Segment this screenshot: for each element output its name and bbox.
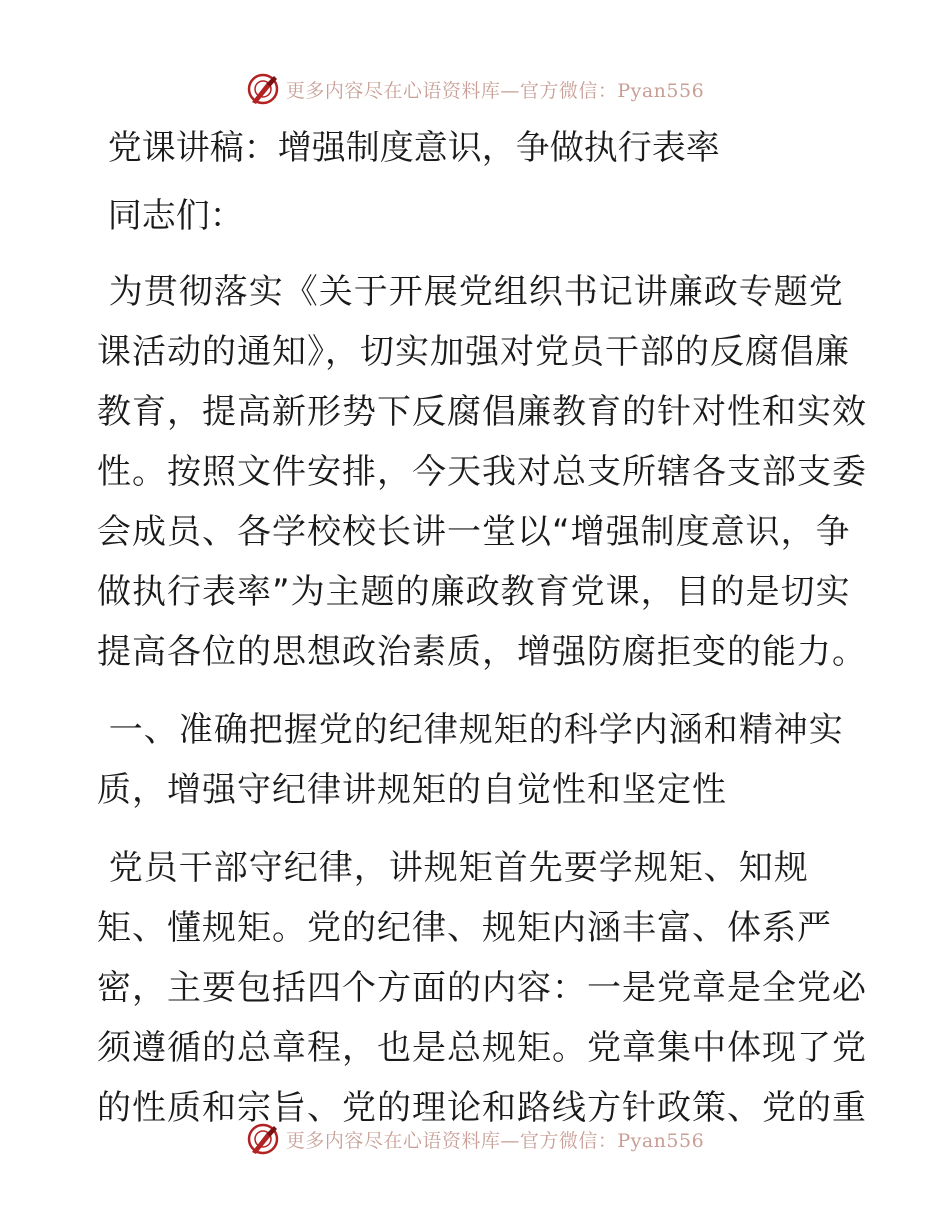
pen-logo-icon (246, 1122, 280, 1156)
document-title: 党课讲稿：增强制度意识，争做执行表率 (97, 128, 720, 168)
watermark-footer (0, 1122, 950, 1156)
greeting: 同志们： (97, 196, 244, 236)
heading-line: 质，增强守纪律讲规矩的自觉性和坚定性 (97, 770, 727, 810)
paragraph-line: 会成员、各学校校长讲一堂以“增强制度意识，争 (97, 512, 851, 552)
paragraph-line: 做执行表率”为主题的廉政教育党课，目的是切实 (97, 572, 851, 612)
paragraph-line: 性。按照文件安排，今天我对总支所辖各支部支委 (97, 452, 867, 492)
pen-logo-icon (246, 72, 280, 106)
document-body (97, 120, 867, 1138)
paragraph-line: 的性质和宗旨、党的理论和路线方针政策、党的重 (97, 1088, 867, 1128)
paragraph-line: 须遵循的总章程，也是总规矩。党章集中体现了党 (97, 1028, 867, 1068)
paragraph (97, 838, 867, 1138)
paragraph-line: 教育，提高新形势下反腐倡廉教育的针对性和实效 (97, 392, 867, 432)
paragraph-line: 密，主要包括四个方面的内容：一是党章是全党必 (97, 968, 867, 1008)
paragraph (97, 262, 867, 682)
watermark-header (0, 72, 950, 106)
paragraph-line: 党员干部守纪律，讲规矩首先要学规矩、知规 (97, 848, 809, 888)
section-heading (97, 700, 857, 820)
paragraph-line: 课活动的通知》，切实加强对党员干部的反腐倡廉 (97, 332, 850, 372)
paragraph-line: 矩、懂规矩。党的纪律、规矩内涵丰富、体系严 (97, 908, 832, 948)
paragraph-line: 为贯彻落实《关于开展党组织书记讲廉政专题党 (97, 272, 844, 312)
paragraph-line: 提高各位的思想政治素质，增强防腐拒变的能力。 (97, 632, 867, 672)
heading-line: 一、准确把握党的纪律规矩的科学内涵和精神实 (97, 710, 844, 750)
watermark-text: 更多内容尽在心语资料库—官方微信：Pyan556 (285, 79, 705, 102)
watermark-text: 更多内容尽在心语资料库—官方微信：Pyan556 (285, 1129, 705, 1152)
